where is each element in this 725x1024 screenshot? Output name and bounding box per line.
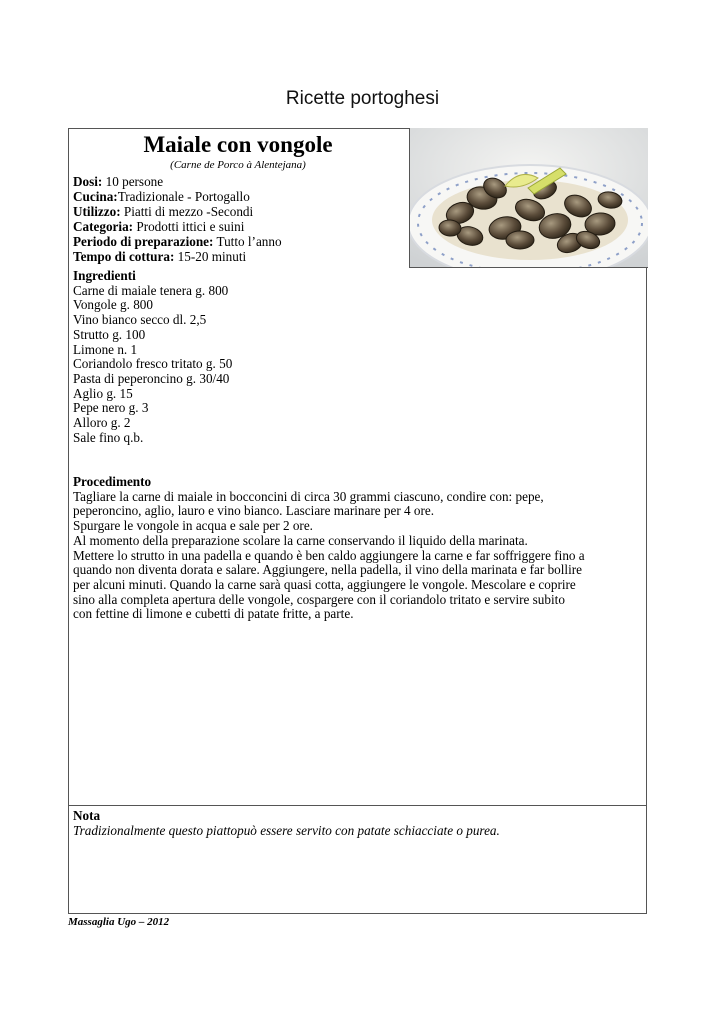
clam-shape bbox=[506, 231, 534, 249]
procedure-line: quando non diventa dorata e salare. Aggiungere, nella padella, il vino della marinata e far bollire bbox=[73, 562, 582, 578]
procedure-line: sino alla completa apertura delle vongole, cospargere con il coriandolo tritato e servire subito bbox=[73, 591, 565, 607]
meta-line bbox=[73, 219, 403, 234]
meta-label: Cucina: bbox=[73, 189, 118, 204]
dish-photo bbox=[409, 128, 648, 268]
procedure-line: Tagliare la carne di maiale in bocconcini di circa 30 grammi ciascuno, condire con: pepe, bbox=[73, 488, 544, 504]
footer-author: Massaglia Ugo – 2012 bbox=[68, 916, 170, 928]
meta-label: Dosi: bbox=[73, 174, 103, 189]
procedure-line: Al momento della preparazione scolare la carne conservando il liquido della marinata. bbox=[73, 532, 528, 548]
meta-line bbox=[73, 174, 403, 189]
ingredient-item: Alloro g. 2 bbox=[73, 415, 131, 431]
meta-label: Utilizzo: bbox=[73, 204, 121, 219]
page-header: Ricette portoghesi bbox=[285, 88, 440, 109]
procedure-line: per alcuni minuti. Quando la carne sarà quasi cotta, aggiungere le vongole. Mescolare e coprire bbox=[73, 576, 576, 592]
meta-label: Tempo di cottura: bbox=[73, 249, 175, 264]
ingredients-list bbox=[73, 284, 643, 446]
procedure-line: peperoncino, aglio, lauro e vino bianco. Lasciare marinare per 4 ore. bbox=[73, 503, 435, 519]
meta-line bbox=[73, 234, 403, 249]
ingredient-item: Aglio g. 15 bbox=[73, 385, 133, 401]
recipe-heading-block bbox=[73, 131, 403, 264]
ingredients-title: Ingredienti bbox=[73, 268, 136, 283]
procedure-title: Procedimento bbox=[73, 474, 152, 489]
meta-label: Periodo di preparazione: bbox=[73, 234, 214, 249]
procedure-line: Mettere lo strutto in una padella e quando è ben caldo aggiungere la carne e far soffriggere fino a bbox=[73, 547, 585, 563]
meta-line bbox=[73, 249, 403, 264]
meta-value: Tutto l’anno bbox=[213, 234, 282, 249]
ingredient-item: Sale fino q.b. bbox=[73, 429, 144, 445]
meta-value: Prodotti ittici e suini bbox=[133, 219, 245, 234]
meta-line bbox=[73, 189, 403, 204]
ingredient-item: Vino bianco secco dl. 2,5 bbox=[73, 312, 207, 328]
recipe-card bbox=[68, 128, 647, 914]
meta-value: Tradizionale - Portogallo bbox=[117, 189, 250, 204]
procedure-text bbox=[73, 490, 643, 622]
meta-value: 15-20 minuti bbox=[174, 249, 247, 264]
procedure-section bbox=[73, 475, 643, 622]
procedure-line: Spurgare le vongole in acqua e sale per 2 ore. bbox=[73, 518, 313, 534]
ingredient-item: Limone n. 1 bbox=[73, 341, 138, 357]
ingredient-item: Vongole g. 800 bbox=[73, 297, 153, 313]
procedure-line: con fettine di limone e cubetti di patate fritte, a parte. bbox=[73, 606, 354, 622]
ingredient-item: Coriandolo fresco tritato g. 50 bbox=[73, 356, 233, 372]
recipe-subtitle: (Carne de Porco à Alentejana) bbox=[170, 159, 306, 171]
dish-photo-illustration bbox=[410, 128, 648, 268]
recipe-meta bbox=[73, 174, 403, 264]
ingredient-item: Pasta di peperoncino g. 30/40 bbox=[73, 370, 230, 386]
meta-label: Categoria: bbox=[73, 219, 134, 234]
note-title: Nota bbox=[73, 808, 101, 823]
note-section bbox=[69, 805, 646, 913]
ingredient-item: Pepe nero g. 3 bbox=[73, 400, 149, 416]
ingredients-section bbox=[73, 269, 643, 445]
recipe-title: Maiale con vongole bbox=[143, 132, 333, 157]
meta-line bbox=[73, 204, 403, 219]
meta-value: Piatti di mezzo -Secondi bbox=[120, 204, 254, 219]
ingredient-item: Strutto g. 100 bbox=[73, 326, 146, 342]
note-text: Tradizionalmente questo piattopuò essere servito con patate schiacciate o purea. bbox=[73, 823, 500, 838]
meta-value: 10 persone bbox=[102, 174, 164, 189]
ingredient-item: Carne di maiale tenera g. 800 bbox=[73, 282, 229, 298]
